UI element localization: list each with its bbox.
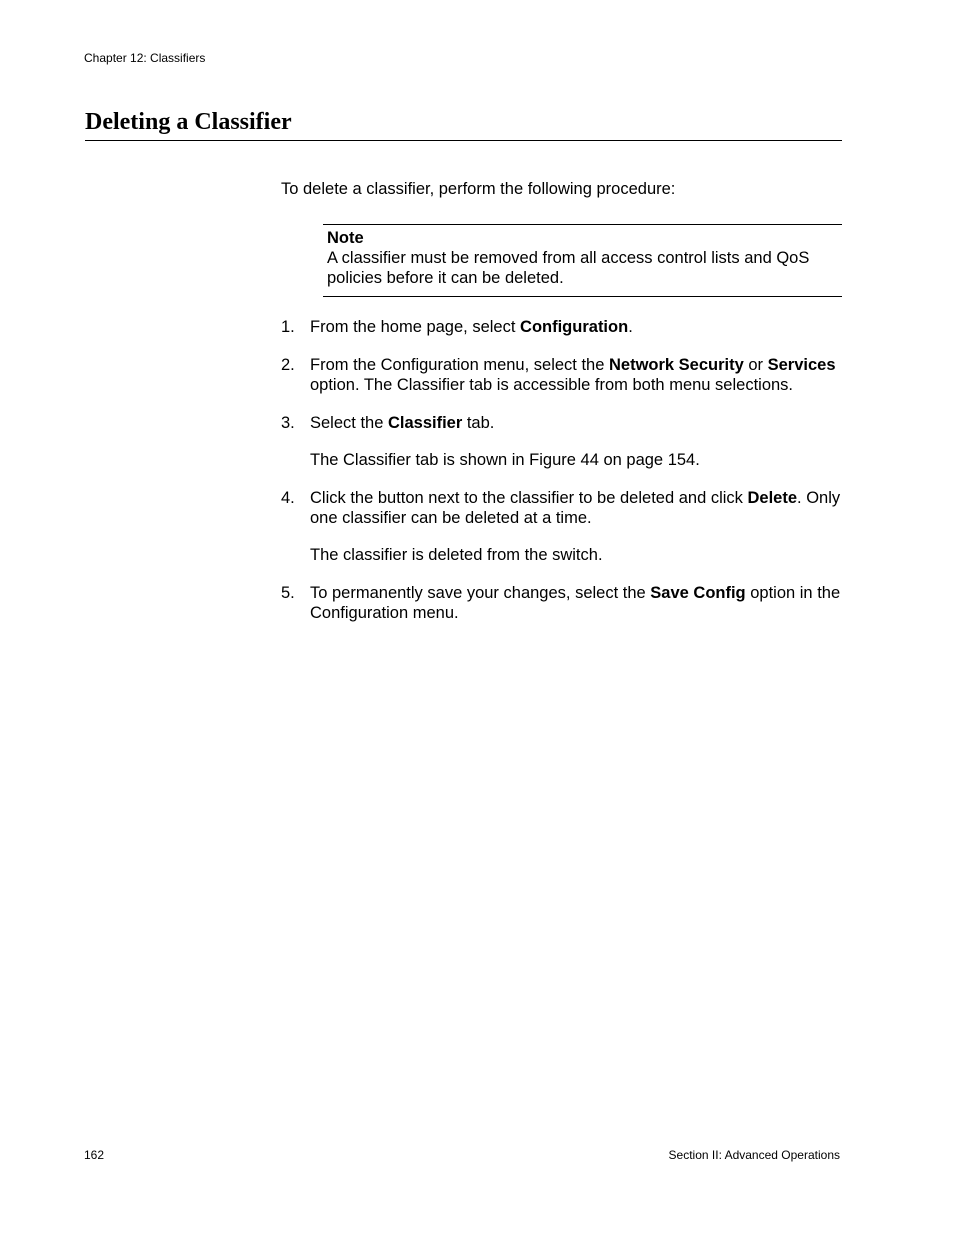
procedure-steps: [281, 317, 842, 641]
step-number: 4.: [281, 489, 295, 507]
step-text: [310, 583, 842, 623]
procedure-step: [281, 413, 842, 470]
running-header: Chapter 12: Classifiers: [84, 51, 206, 65]
step-text-run: .: [628, 318, 633, 336]
procedure-step: [281, 355, 842, 395]
page-number: 162: [84, 1148, 105, 1162]
note-text: A classifier must be removed from all access control lists and QoS policies before it can be deleted.: [327, 249, 810, 287]
step-result: The Classifier tab is shown in Figure 44 on page 154.: [310, 451, 700, 469]
procedure-step: [281, 488, 842, 565]
step-text-run: From the Configuration menu, select the: [310, 356, 609, 374]
step-emphasis: Save Config: [650, 584, 746, 602]
running-footer: Section II: Advanced Operations: [668, 1148, 840, 1162]
step-result: The classifier is deleted from the switch.: [310, 546, 603, 564]
step-number: 5.: [281, 584, 295, 602]
step-text-run: or: [743, 356, 768, 374]
step-text-run: Click the button next to the classifier to be deleted and click: [310, 489, 748, 507]
step-emphasis: Services: [767, 356, 836, 374]
section-title: Deleting a Classifier: [85, 106, 842, 141]
intro-paragraph: To delete a classifier, perform the following procedure:: [281, 180, 676, 198]
step-text-run: From the home page, select: [310, 318, 521, 336]
step-text-run: option. The Classifier tab is accessible from both menu selections.: [310, 376, 794, 394]
note-label: Note: [327, 229, 364, 247]
step-number: 1.: [281, 318, 295, 336]
step-text: [310, 413, 842, 433]
step-text: [310, 317, 842, 337]
step-number: 3.: [281, 414, 295, 432]
step-text: [310, 355, 842, 395]
step-text-run: Select the: [310, 414, 388, 432]
procedure-step: [281, 317, 842, 337]
step-text-run: To permanently save your changes, select the: [310, 584, 651, 602]
step-text-run: tab.: [462, 414, 495, 432]
step-number: 2.: [281, 356, 295, 374]
step-emphasis: Network Security: [608, 356, 744, 374]
step-text: [310, 488, 842, 528]
step-text-run: . Only one classifier can be deleted at a time.: [310, 489, 841, 527]
step-text-run: option in the Configuration menu.: [310, 584, 841, 622]
note-box: [323, 224, 842, 297]
step-emphasis: Delete: [747, 489, 798, 507]
procedure-step: [281, 583, 842, 623]
step-emphasis: Classifier: [387, 414, 463, 432]
step-emphasis: Configuration: [520, 318, 629, 336]
